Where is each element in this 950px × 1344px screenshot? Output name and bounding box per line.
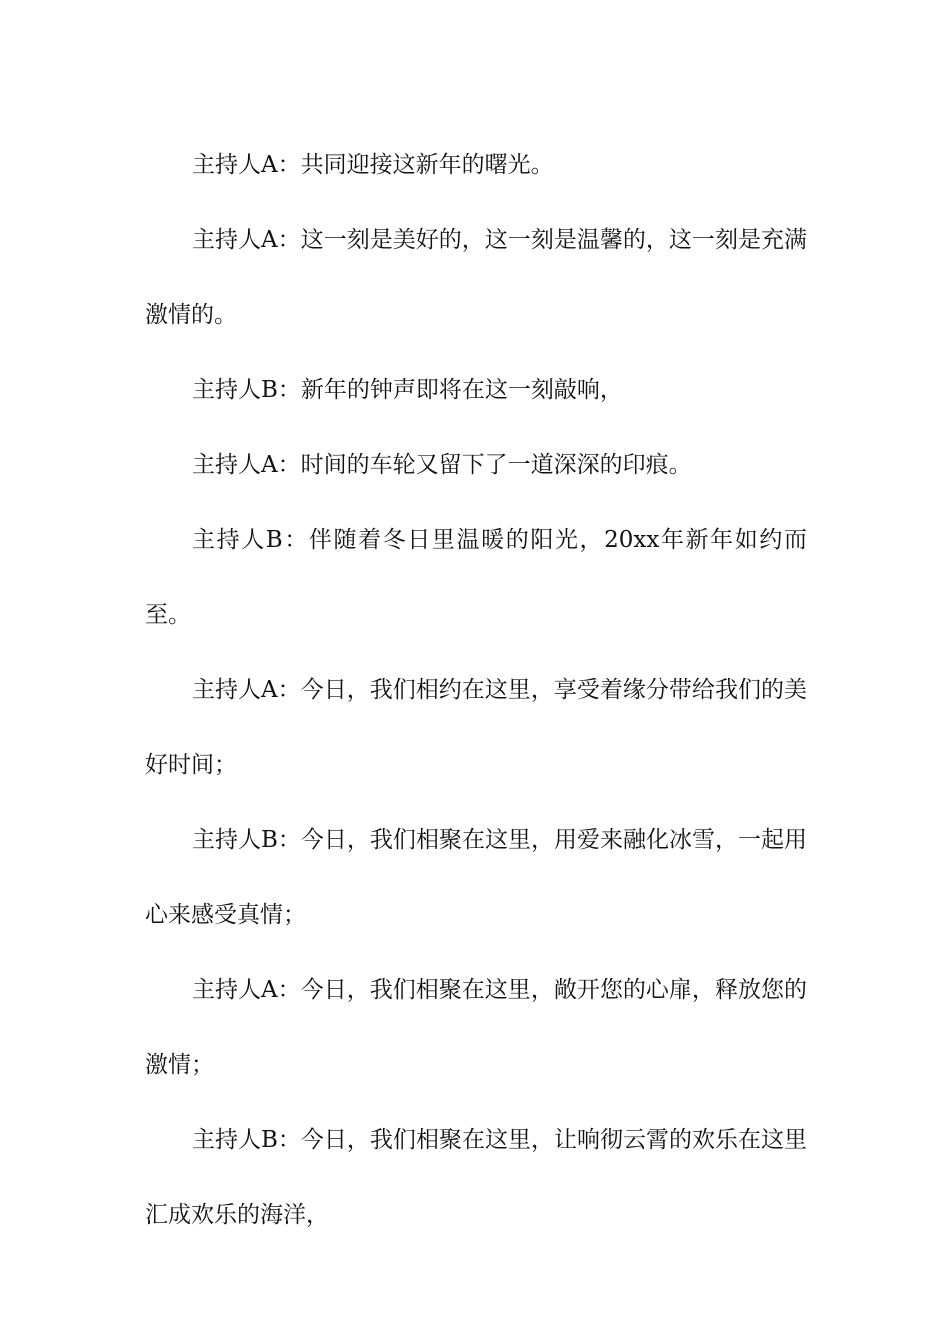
- document-body: [145, 128, 807, 1253]
- paragraph: 主持人B：伴随着冬日里温暖的阳光，20xx年新年如约而至。: [145, 527, 807, 628]
- paragraph: 主持人A：这一刻是美好的，这一刻是温馨的，这一刻是充满激情的。: [145, 227, 807, 328]
- paragraph: 主持人A：今日，我们相聚在这里，敞开您的心扉，释放您的激情；: [145, 977, 807, 1078]
- paragraph: 主持人B：新年的钟声即将在这一刻敲响，: [192, 377, 623, 403]
- paragraph: 主持人B：今日，我们相聚在这里，用爱来融化冰雪，一起用心来感受真情；: [145, 827, 807, 928]
- paragraph: 主持人A：共同迎接这新年的曙光。: [192, 152, 554, 178]
- paragraph: 主持人B：今日，我们相聚在这里，让响彻云霄的欢乐在这里汇成欢乐的海洋，: [145, 1127, 807, 1228]
- paragraph: 主持人A：今日，我们相约在这里，享受着缘分带给我们的美好时间；: [145, 677, 807, 778]
- paragraph: 主持人A：时间的车轮又留下了一道深深的印痕。: [192, 452, 692, 478]
